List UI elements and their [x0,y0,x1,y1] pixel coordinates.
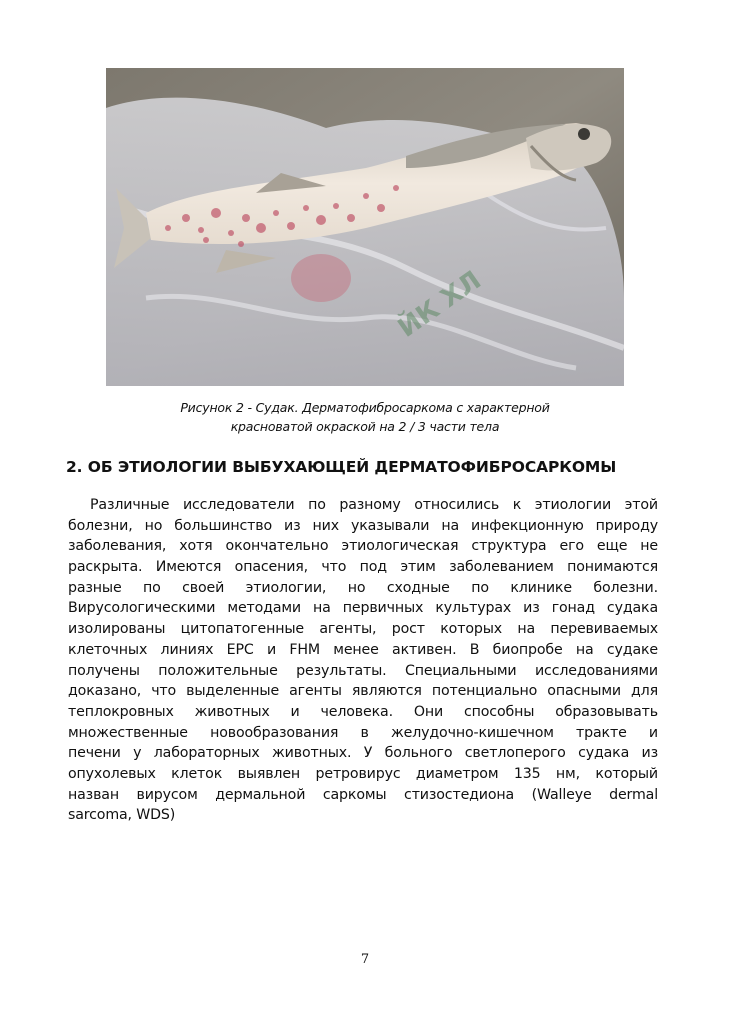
fish-photo-icon [106,68,624,386]
paragraph-line: клеточных линиях EPC и FHM менее активен. В биопробе на судаке [68,641,658,658]
paragraph-line: sarcoma, WDS) [68,807,176,824]
paragraph-line: изолированы цитопатогенные агенты, рост которых на перевиваемых [68,621,658,638]
paragraph-line: получены положительные результаты. Специальными исследованиями [68,662,658,679]
svg-text:ЙК ХЛ: ЙК ХЛ [392,265,487,344]
body-paragraph [68,495,658,826]
paragraph-line: разные по своей этиологии, но сходные по клинике болезни. [68,579,658,596]
section-heading: 2. ОБ ЭТИОЛОГИИ ВЫБУХАЮЩЕЙ ДЕРМАТОФИБРОСАРКОМЫ [66,458,617,476]
paragraph-line: раскрыта. Имеются опасения, что под этим заболеванием понимаются [68,559,658,576]
page-number: 7 [360,952,370,967]
caption-line-2: красноватой окраской на 2 / 3 части тела [230,419,500,434]
paragraph-line: болезни, но большинство из них указывали на инфекционную природу [68,517,658,534]
paragraph-line: печени у лабораторных животных. У больного светлоперого судака из [68,745,658,762]
figure-caption [120,398,610,436]
caption-line-1: Рисунок 2 - Судак. Дерматофибросаркома с характерной [180,400,550,415]
paragraph-line: теплокровных животных и человека. Они способны образовывать [68,703,658,720]
paragraph-line: Различные исследователи по разному относились к этиологии этой [90,497,658,513]
fish-photo [106,68,624,386]
paragraph-line: множественные новообразования в желудочно-кишечном тракте и [68,724,658,741]
paragraph-line: доказано, что выделенные агенты являются потенциально опасными для [68,683,658,700]
paragraph-line: назван вирусом дермальной саркомы стизостедиона (Walleye dermal [68,786,658,803]
paragraph-line: опухолевых клеток выявлен ретровирус диаметром 135 нм, который [68,765,658,782]
paragraph-line: Вирусологическими методами на первичных культурах из гонад судака [68,600,658,617]
paragraph-line: заболевания, хотя окончательно этиологическая структура его еще не [68,538,658,555]
